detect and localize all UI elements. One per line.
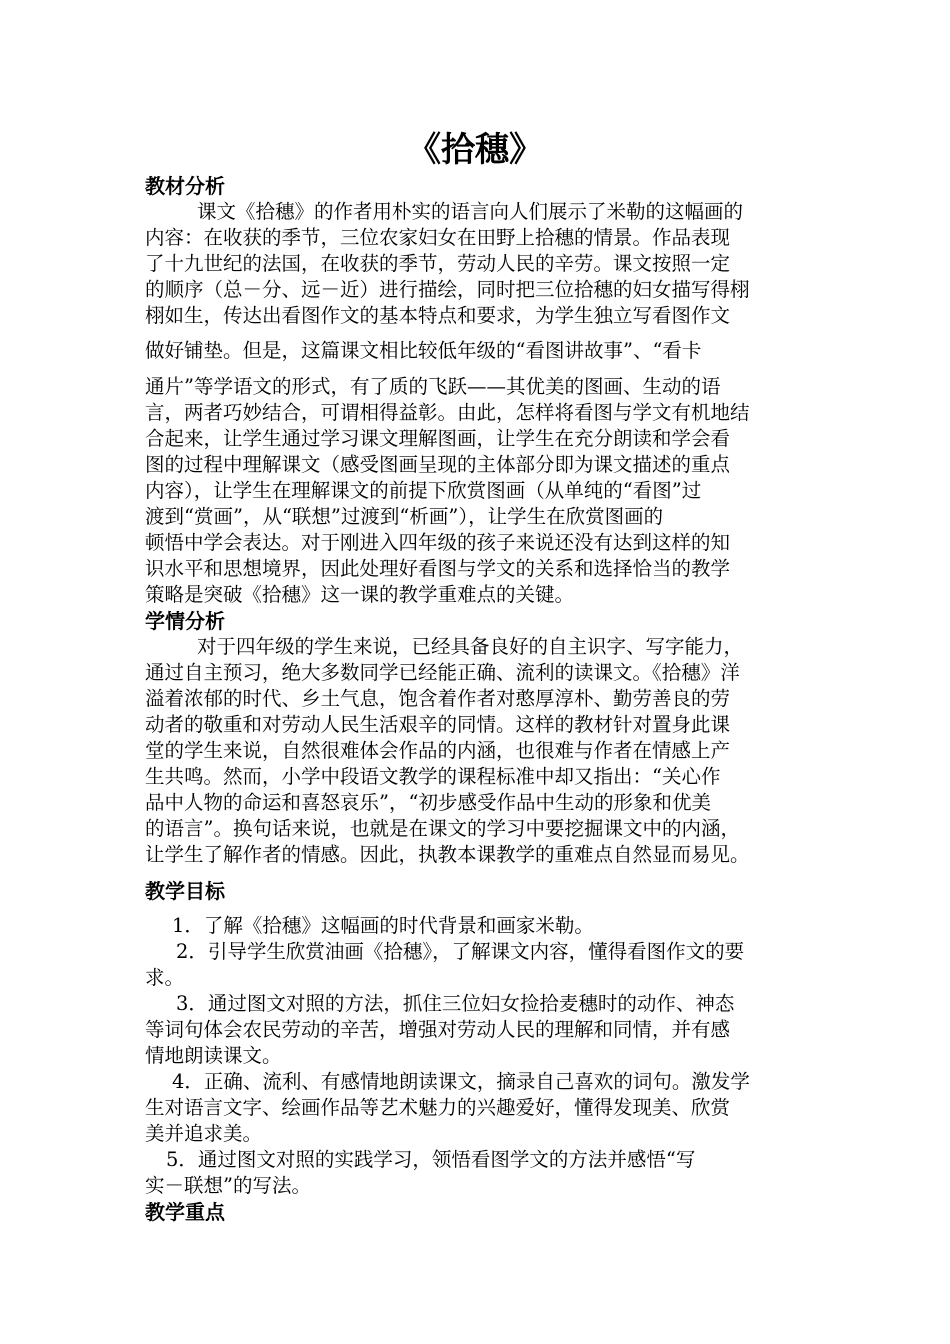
paragraph-line: 通过自主预习，绝大多数同学已经能正确、流利的读课文。《拾穗》洋 xyxy=(145,661,740,684)
objective-line: 生对语言文字、绘画作品等艺术魅力的兴趣爱好，懂得发现美、欣赏 xyxy=(145,1096,731,1119)
paragraph-line: 动者的敬重和对劳动人民生活艰辛的同情。这样的教材针对置身此课 xyxy=(145,713,731,736)
paragraph-line: 对于四年级的学生来说，已经具备良好的自主识字、写字能力， xyxy=(197,635,744,658)
objective-line: 1．了解《拾穗》这幅画的时代背景和画家米勒。 xyxy=(172,914,594,937)
paragraph-line: 的语言”。换句话来说，也就是在课文的学习中要挖掘课文中的内涵， xyxy=(145,817,740,840)
objective-line: 美并追求美。 xyxy=(145,1122,263,1145)
paragraph-line: 栩如生，传达出看图作文的基本特点和要求，为学生独立写看图作文 xyxy=(145,304,731,327)
section-heading-teaching-material: 教材分析 xyxy=(145,174,225,198)
document-title: 《拾穗》 xyxy=(407,130,543,170)
paragraph-line: 识水平和思想境界，因此处理好看图与学文的关系和选择恰当的教学 xyxy=(145,557,731,580)
paragraph-line: 的顺序（总－分、远－近）进行描绘，同时把三位拾穗的妇女描写得栩 xyxy=(145,278,750,301)
objective-line: 求。 xyxy=(145,966,185,989)
objective-line: 实－联想”的写法。 xyxy=(145,1174,311,1197)
objective-line: 等词句体会农民劳动的辛苦，增强对劳动人民的理解和同情，并有感 xyxy=(145,1018,731,1041)
objective-line: 情地朗读课文。 xyxy=(145,1044,282,1067)
objective-line: 3．通过图文对照的方法，抓住三位妇女捡拾麦穗时的动作、神态 xyxy=(176,992,735,1015)
paragraph-line: 品中人物的命运和喜怒哀乐”，“初步感受作品中生动的形象和优美 xyxy=(145,791,711,814)
section-heading-teaching-objectives: 教学目标 xyxy=(145,879,225,903)
objective-line: 5．通过图文对照的实践学习，领悟看图学文的方法并感悟“写 xyxy=(166,1148,696,1171)
paragraph-line: 让学生了解作者的情感。因此，执教本课教学的重难点自然显而易见。 xyxy=(145,843,750,866)
paragraph-line: 堂的学生来说，自然很难体会作品的内涵，也很难与作者在情感上产 xyxy=(145,739,731,762)
paragraph-line: 图的过程中理解课文（感受图画呈现的主体部分即为课文描述的重点 xyxy=(145,453,731,476)
objective-line: 2．引导学生欣赏油画《拾穗》，了解课文内容，懂得看图作文的要 xyxy=(176,940,745,963)
paragraph-line: 了十九世纪的法国，在收获的季节，劳动人民的辛劳。课文按照一定 xyxy=(145,252,731,275)
paragraph-line: 顿悟中学会表达。对于刚进入四年级的孩子来说还没有达到这样的知 xyxy=(145,531,731,554)
paragraph-line: 生共鸣。然而，小学中段语文教学的课程标准中却又指出：“关心作 xyxy=(145,765,721,788)
paragraph-line: 合起来，让学生通过学习课文理解图画，让学生在充分朗读和学会看 xyxy=(145,427,731,450)
paragraph-line: 言，两者巧妙结合，可谓相得益彰。由此，怎样将看图与学文有机地结 xyxy=(145,401,750,424)
section-heading-student-analysis: 学情分析 xyxy=(145,609,225,633)
objective-line: 4．正确、流利、有感情地朗读课文，摘录自己喜欢的词句。激发学 xyxy=(172,1070,750,1093)
paragraph-line: 课文《拾穗》的作者用朴实的语言向人们展示了米勒的这幅画的 xyxy=(197,200,744,223)
paragraph-line: 内容：在收获的季节，三位农家妇女在田野上拾穗的情景。作品表现 xyxy=(145,226,731,249)
paragraph-line: 溢着浓郁的时代、乡土气息，饱含着作者对憨厚淳朴、勤劳善良的劳 xyxy=(145,687,731,710)
paragraph-line: 内容），让学生在理解课文的前提下欣赏图画（从单纯的“看图”过 xyxy=(145,479,702,502)
paragraph-line: 通片”等学语文的形式，有了质的飞跃——其优美的图画、生动的语 xyxy=(145,375,721,398)
section-heading-teaching-focus: 教学重点 xyxy=(145,1200,225,1224)
paragraph-line: 做好铺垫。但是，这篇课文相比较低年级的“看图讲故事”、“看卡 xyxy=(145,339,702,362)
paragraph-line: 渡到“赏画”，从“联想”过渡到“析画”），让学生在欣赏图画的 xyxy=(145,505,664,528)
paragraph-line: 策略是突破《拾穗》这一课的教学重难点的关键。 xyxy=(145,583,575,606)
